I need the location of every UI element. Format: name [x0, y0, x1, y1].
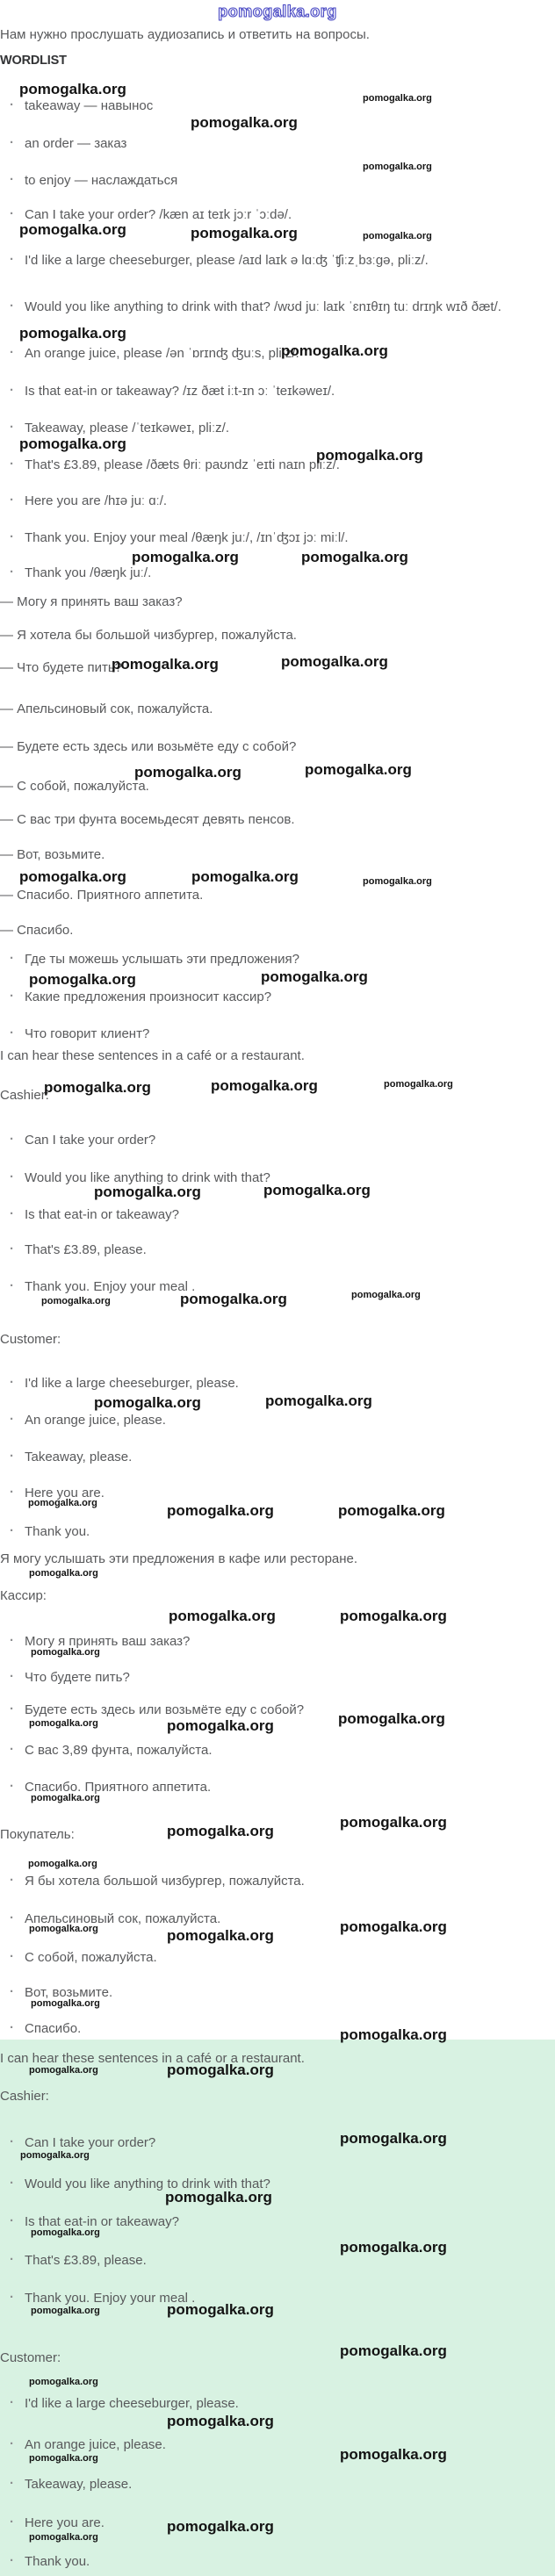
paragraph: Cashier: [0, 1088, 49, 1103]
watermark: pomogalka.org [29, 2532, 98, 2543]
dialogue-line: — Вот, возьмите. [0, 847, 105, 862]
watermark: pomogalka.org [19, 868, 126, 885]
watermark: pomogalka.org [167, 1502, 274, 1519]
watermark: pomogalka.org [94, 1184, 201, 1200]
watermark: pomogalka.org [41, 1296, 111, 1306]
watermark: pomogalka.org [191, 225, 298, 241]
watermark: pomogalka.org [281, 342, 388, 359]
dialogue-line: — Я хотела бы большой чизбургер, пожалуйста. [0, 628, 297, 643]
dialogue-line: — Спасибо. Приятного аппетита. [0, 888, 204, 903]
dialogue-line: — Спасибо. [0, 923, 74, 938]
bullet-item: · С вас 3,89 фунта, пожалуйста. [25, 1742, 548, 1759]
watermark: pomogalka.org [165, 2189, 272, 2205]
watermark: pomogalka.org [19, 81, 126, 97]
site-logo[interactable]: pomogalka.org [218, 3, 337, 20]
bullet-item: · Can I take your order? /kæn aɪ teɪk jɔːr ˈɔːdə/. [25, 206, 548, 224]
bullet-item: · Будете есть здесь или возьмёте еду с собой? [25, 1702, 548, 1719]
bullet-item: · An orange juice, please /ən ˈɒrɪnʤ ʤuːs, pliːz/. [25, 345, 548, 363]
bullet-item: · Here you are /hɪə juː ɑː/. [25, 493, 548, 510]
watermark: pomogalka.org [29, 971, 136, 988]
watermark: pomogalka.org [263, 1182, 371, 1198]
bullet-item: · Thank you. [25, 2553, 548, 2571]
paragraph: Customer: [0, 1332, 61, 1347]
bullet-item: · Thank you. Enjoy your meal . [25, 2290, 548, 2307]
watermark: pomogalka.org [29, 1924, 98, 1934]
bullet-item: · Что будете пить? [25, 1669, 548, 1687]
bullet-item: · Thank you. Enjoy your meal . [25, 1278, 548, 1296]
intro-paragraph: Нам нужно прослушать аудиозапись и ответить на вопросы. [0, 27, 370, 42]
bullet-item: · Here you are. [25, 1485, 548, 1502]
watermark: pomogalka.org [112, 656, 219, 673]
bullet-item: · I'd like a large cheeseburger, please /aɪd laɪk ə lɑːʤ ˈʧiːzˌbɜːɡə, pliːz/. [25, 252, 548, 270]
watermark: pomogalka.org [340, 1608, 447, 1624]
bullet-item: · I'd like a large cheeseburger, please. [25, 1375, 548, 1392]
bullet-item: · Thank you. [25, 1523, 548, 1541]
dialogue-line: — С вас три фунта восемьдесят девять пенсов. [0, 812, 295, 827]
wordlist-heading: WORDLIST [0, 54, 67, 68]
watermark: pomogalka.org [28, 1859, 97, 1869]
watermark: pomogalka.org [132, 549, 239, 565]
paragraph: I can hear these sentences in a café or a restaurant. [0, 2051, 305, 2066]
watermark: pomogalka.org [167, 2413, 274, 2429]
watermark: pomogalka.org [340, 2446, 447, 2463]
watermark: pomogalka.org [29, 2377, 98, 2387]
bullet-item: · Thank you. Enjoy your meal /θæŋk juː/, /ɪnˈʤɔɪ jɔː miːl/. [25, 529, 548, 547]
bullet-item: · Can I take your order? [25, 2134, 548, 2152]
watermark: pomogalka.org [167, 1717, 274, 1734]
bullet-item: · Is that eat-in or takeaway? [25, 1206, 548, 1224]
paragraph: Customer: [0, 2350, 61, 2365]
paragraph: I can hear these sentences in a café or a restaurant. [0, 1048, 305, 1063]
paragraph: Cashier: [0, 2089, 49, 2104]
watermark: pomogalka.org [363, 876, 432, 887]
watermark: pomogalka.org [363, 93, 432, 104]
watermark: pomogalka.org [316, 447, 423, 464]
watermark: pomogalka.org [167, 1927, 274, 1944]
watermark: pomogalka.org [19, 221, 126, 238]
watermark: pomogalka.org [31, 2306, 100, 2316]
watermark: pomogalka.org [301, 549, 408, 565]
bullet-item: · Is that eat-in or takeaway? [25, 2213, 548, 2231]
bullet-item: · Где ты можешь услышать эти предложения? [25, 951, 548, 968]
bullet-item: · Would you like anything to drink with that? [25, 2176, 548, 2193]
watermark: pomogalka.org [363, 162, 432, 172]
bullet-item: · That's £3.89, please. [25, 2252, 548, 2270]
watermark: pomogalka.org [338, 1710, 445, 1727]
bullet-item: · Takeaway, please. [25, 1449, 548, 1466]
watermark: pomogalka.org [211, 1077, 318, 1094]
bullet-item: · to enjoy — наслаждаться [25, 172, 548, 190]
bullet-item: · An orange juice, please. [25, 1412, 548, 1429]
bullet-item: · Могу я принять ваш заказ? [25, 1633, 548, 1651]
bullet-item: · takeaway — навынос [25, 97, 548, 115]
watermark: pomogalka.org [340, 1814, 447, 1831]
watermark: pomogalka.org [19, 435, 126, 452]
bullet-item: · Thank you /θæŋk juː/. [25, 565, 548, 582]
bullet-item: · Would you like anything to drink with that? /wʊd juː laɪk ˈɛnɪθɪŋ tuː drɪŋk wɪð ðæt/. [25, 290, 548, 325]
bullet-item: · an order — заказ [25, 135, 548, 153]
watermark: pomogalka.org [265, 1392, 372, 1409]
watermark: pomogalka.org [167, 2301, 274, 2318]
dialogue-line: — Могу я принять ваш заказ? [0, 594, 183, 609]
paragraph: Я могу услышать эти предложения в кафе или ресторане. [0, 1551, 358, 1566]
watermark: pomogalka.org [351, 1290, 421, 1300]
watermark: pomogalka.org [94, 1394, 201, 1411]
watermark: pomogalka.org [31, 1998, 100, 2009]
dialogue-line: — Будете есть здесь или возьмёте еду с собой? [0, 739, 297, 754]
watermark: pomogalka.org [134, 764, 241, 781]
watermark: pomogalka.org [29, 2065, 98, 2076]
watermark: pomogalka.org [29, 2453, 98, 2464]
watermark: pomogalka.org [180, 1291, 287, 1307]
bullet-item: · Я бы хотела большой чизбургер, пожалуйста. [25, 1873, 548, 1890]
watermark: pomogalka.org [191, 868, 299, 885]
watermark: pomogalka.org [31, 1793, 100, 1803]
bullet-item: · I'd like a large cheeseburger, please. [25, 2395, 548, 2413]
bullet-item: · Что говорит клиент? [25, 1025, 548, 1043]
bullet-item: · Takeaway, please. [25, 2476, 548, 2493]
watermark: pomogalka.org [44, 1079, 151, 1096]
watermark: pomogalka.org [169, 1608, 276, 1624]
watermark: pomogalka.org [29, 1718, 98, 1729]
watermark: pomogalka.org [363, 231, 432, 241]
watermark: pomogalka.org [261, 968, 368, 985]
bullet-item: · That's £3.89, please /ðæts θriː paʊndz ˈeɪti naɪn pliːz/. [25, 457, 548, 474]
paragraph: Покупатель: [0, 1827, 75, 1842]
dialogue-line: — Что будете пить? [0, 660, 122, 675]
watermark: pomogalka.org [167, 2518, 274, 2535]
dialogue-line: — Апельсиновый сок, пожалуйста. [0, 702, 213, 716]
bullet-item: · С собой, пожалуйста. [25, 1949, 548, 1967]
watermark: pomogalka.org [384, 1079, 453, 1090]
bullet-item: · Is that eat-in or takeaway? /ɪz ðæt iːt-ɪn ɔː ˈteɪkəweɪ/. [25, 383, 548, 400]
watermark: pomogalka.org [340, 2342, 447, 2359]
bullet-item: · Спасибо. Приятного аппетита. [25, 1779, 548, 1796]
watermark: pomogalka.org [167, 2062, 274, 2078]
watermark: pomogalka.org [281, 653, 388, 670]
bullet-item: · Here you are. [25, 2515, 548, 2532]
paragraph: Кассир: [0, 1588, 47, 1603]
watermark: pomogalka.org [338, 1502, 445, 1519]
bullet-item: · That's £3.89, please. [25, 1241, 548, 1259]
watermark: pomogalka.org [340, 2130, 447, 2147]
dialogue-line: — С собой, пожалуйста. [0, 779, 149, 794]
watermark: pomogalka.org [340, 1918, 447, 1935]
watermark: pomogalka.org [340, 2239, 447, 2256]
watermark: pomogalka.org [340, 2026, 447, 2043]
bullet-item: · An orange juice, please. [25, 2436, 548, 2454]
bullet-item: · Какие предложения произносит кассир? [25, 989, 548, 1006]
bullet-item: · Would you like anything to drink with that? [25, 1169, 548, 1187]
watermark: pomogalka.org [29, 1568, 98, 1579]
bullet-item: · Апельсиновый сок, пожалуйста. [25, 1910, 548, 1928]
bullet-item: · Спасибо. [25, 2020, 548, 2038]
watermark: pomogalka.org [31, 2227, 100, 2238]
bullet-item: · Вот, возьмите. [25, 1984, 548, 2002]
watermark: pomogalka.org [20, 2150, 90, 2161]
watermark: pomogalka.org [31, 1647, 100, 1658]
watermark: pomogalka.org [191, 114, 298, 131]
bullet-item: · Takeaway, please /ˈteɪkəweɪ, pliːz/. [25, 420, 548, 437]
watermark: pomogalka.org [28, 1498, 97, 1508]
watermark: pomogalka.org [19, 325, 126, 342]
watermark: pomogalka.org [305, 761, 412, 778]
watermark: pomogalka.org [167, 1823, 274, 1839]
bullet-item: · Can I take your order? [25, 1132, 548, 1149]
